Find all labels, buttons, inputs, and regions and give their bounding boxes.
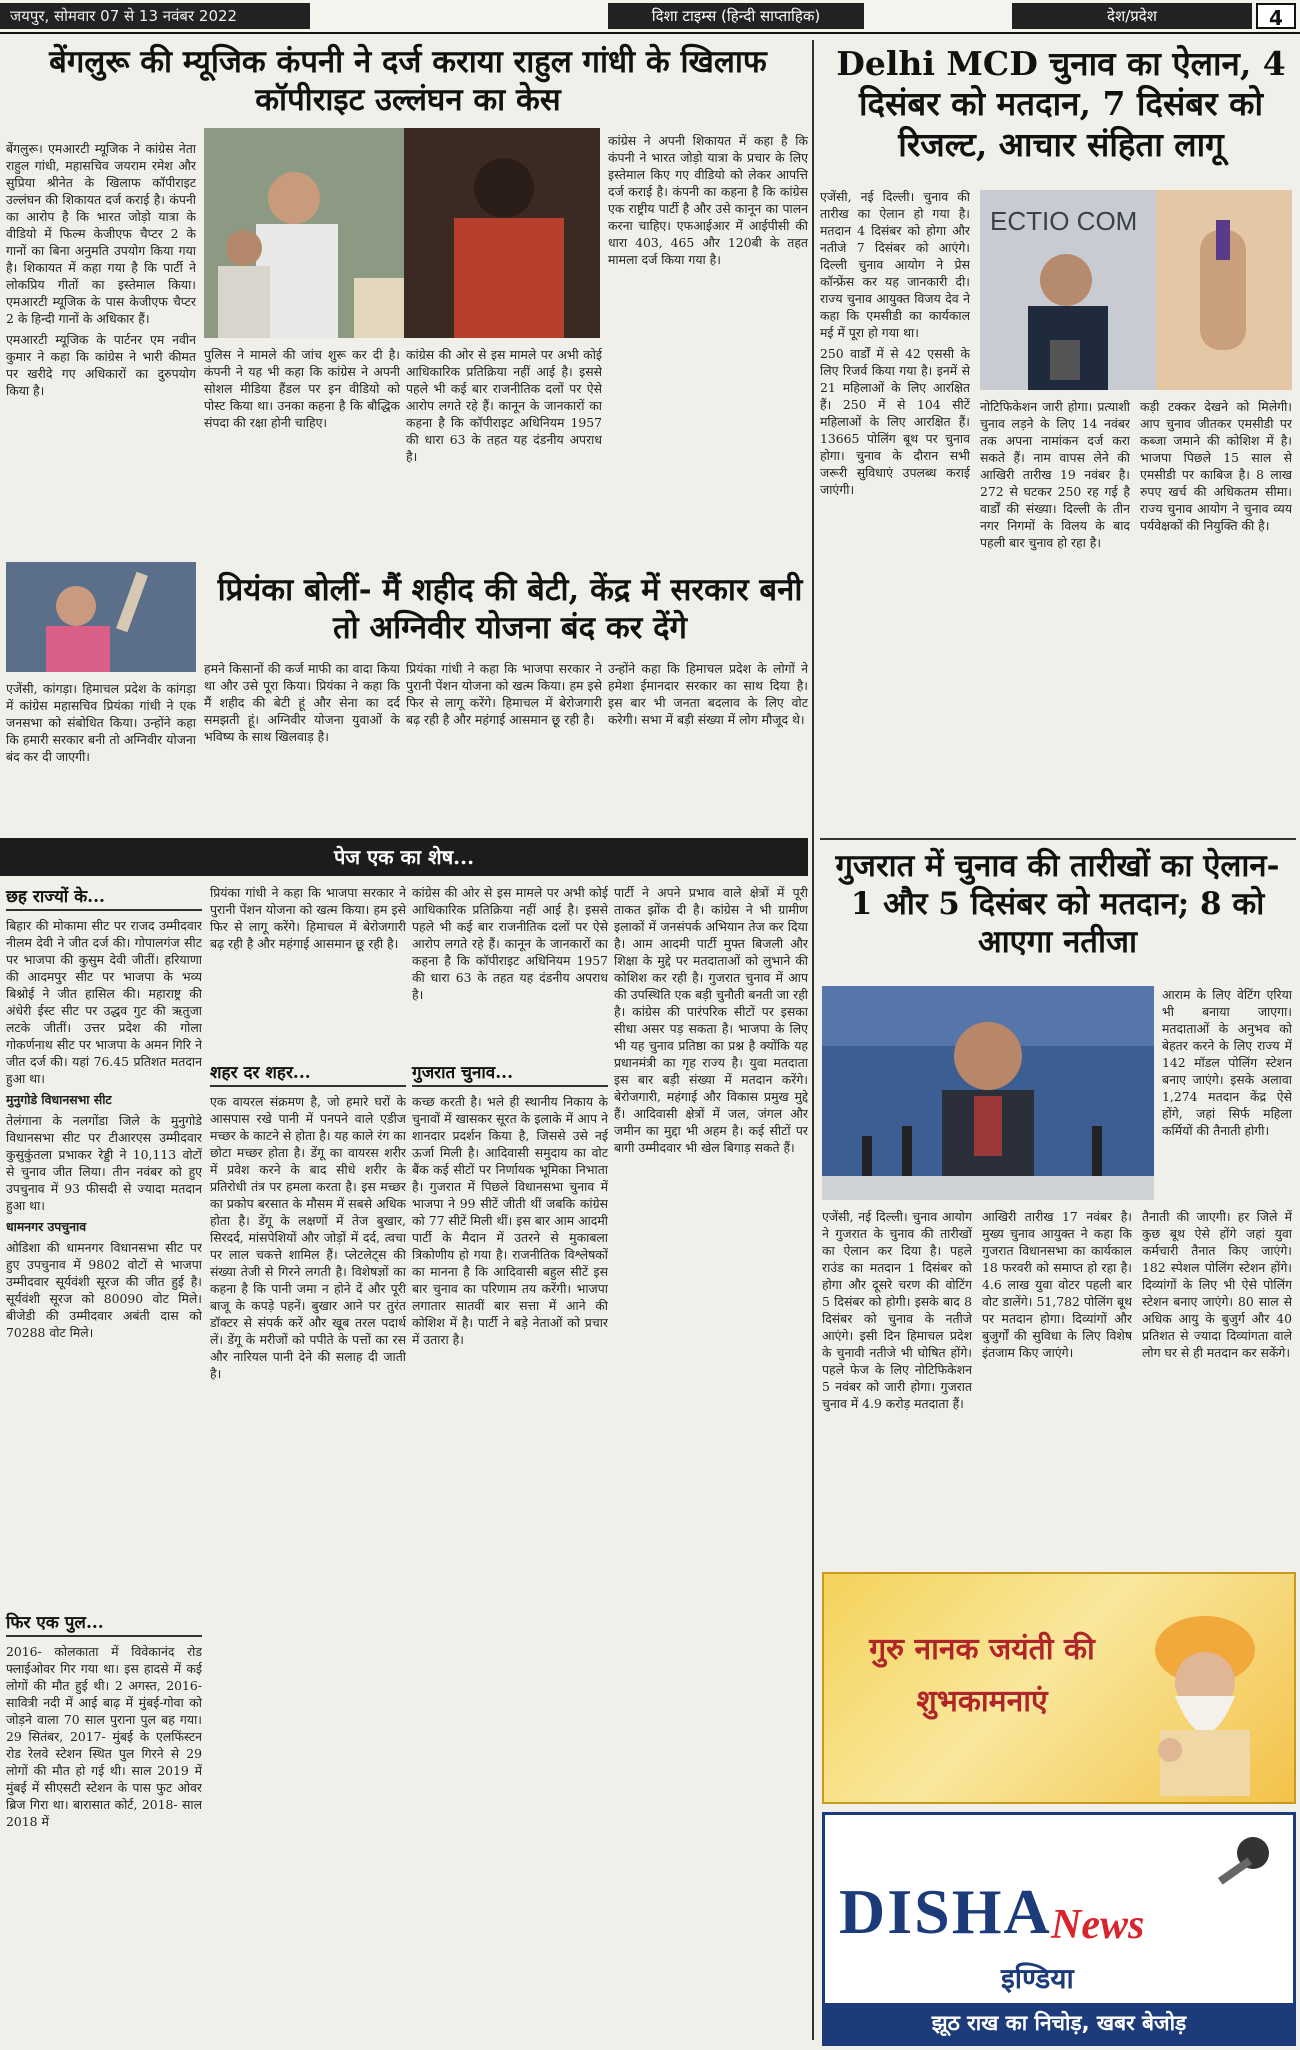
shesh-col3-top-text: कांग्रेस की ओर से इस मामले पर अभी कोई आधिकारिक प्रतिक्रिया नहीं आई है। इससे पहले भी कई बार राजनीतिक दलों पर ऐसे आरोप लगते रहे हैं। कानून के जानकारों का कहना है कि कॉपीराइट अधिनियम 1957 की धारा 63 के तहत यह दंडनीय अपराध है। — [412, 885, 608, 1002]
rally-photo-svg — [204, 128, 600, 338]
rahul-col3 — [204, 346, 400, 556]
microphone-icon — [1207, 1833, 1277, 1893]
priyanka-col3 — [406, 660, 602, 830]
rahul-col4 — [406, 346, 602, 556]
dhamnagar-text: ओडिशा की धामनगर विधानसभा सीट पर हुए उपचुनाव में 9802 वोटों से भाजपा उम्मीदवार सूर्यवंशी सूरज की जीत हुई है। सूर्यवंशी सूरज को 80090 वोट मिले। बीजेडी की उम्मीदवार अबंती दास को 70288 वोट मिले। — [6, 1240, 202, 1340]
gujarat-chunav-title: गुजरात चुनाव... — [412, 1060, 608, 1087]
rahul-col4-text: कांग्रेस की ओर से इस मामले पर अभी कोई आधिकारिक प्रतिक्रिया नहीं आई है। इससे पहले भी कई बार राजनीतिक दलों पर ऐसे आरोप लगते रहे हैं। कानून के जानकारों का कहना है कि कॉपीराइट अधिनियम 1957 की धारा 63 के तहत यह दंडनीय अपराध है। — [406, 347, 602, 464]
fir-ek-pul-text: 2016- कोलकाता में विवेकानंद रोड फ्लाईओवर गिर गया था। इस हादसे में कई लोगों की मौत हुई थी। 2 अगस्त, 2016- सावित्री नदी में आई बाढ़ में मुंबई-गोवा को जोड़ने वाला 70 साल पुराना पुल बह गया। 29 सितंबर, 2017- मुंबई के एलफिंस्टन रोड रेलवे स्टेशन स्थित पुल गिरने से 29 लोगों की मौत हो गई थी। साल 2019 में मुंबई में सीएसटी स्टेशन के पास फुट ओवर ब्रिज गिरा था। बारासात कोर्ट, 2018- साल 2018 में — [6, 1644, 202, 1829]
page-number: 4 — [1256, 3, 1296, 29]
fir-ek-pul-body — [6, 1643, 202, 2047]
rahul-col1-text: बेंगलुरू। एमआरटी म्यूजिक ने कांग्रेस नेता राहुल गांधी, महासचिव जयराम रमेश और सुप्रिया श्रीनेत के खिलाफ कॉपीराइट उल्लंघन की शिकायत दर्ज कराई है। कंपनी का आरोप है कि भारत जोड़ो यात्रा के वीडियो में फिल्म केजीएफ चैप्टर 2 के गानों का बिना अनुमति उपयोग किया गया है। शिकायत में कहा गया है कि पार्टी ने लोकप्रिय गीतों का इस्तेमाल किया। एमआरटी म्यूजिक के पास केजीएफ चैप्टर 2 के हिन्दी गानों के अधिकार हैं। — [6, 141, 196, 326]
rahul-col1b-text: एमआरटी म्यूजिक के पार्टनर एम नवीन कुमार ने कहा कि कांग्रेस ने भारी कीमत पर खरीदे गए अधिकारों का दुरुपयोग किया है। — [6, 332, 196, 398]
rahul-col2-text: कांग्रेस ने अपनी शिकायत में कहा है कि कंपनी ने भारत जोड़ो यात्रा के प्रचार के लिए इस्तेमाल किए गए वीडियो को लेकर आपत्ति दर्ज कराई है। कंपनी का कहना है कि कांग्रेस एक राष्ट्रीय पार्टी है और उसे कानून का पालन करना चाहिए। एफआईआर में आईपीसी की धारा 403, 465 और 120बी के तहत मामला दर्ज किया गया है। — [608, 133, 808, 267]
shahar-dar-shahar-body — [210, 1093, 406, 2043]
shesh-col2-top — [210, 884, 406, 1054]
munugode-title: मुनुगोडे विधानसभा सीट — [6, 1092, 112, 1107]
priyanka-col2 — [204, 660, 400, 830]
delhi-mcd-col3 — [1140, 398, 1292, 828]
priyanka-col4 — [608, 660, 808, 830]
gujarat-dates-col2 — [982, 1208, 1132, 1564]
munugode-text: तेलंगाना के नलगोंडा जिले के मुनुगोडे विधानसभा सीट पर टीआरएस उम्मीदवार कुसुकुंतला प्रभाकर रेड्डी ने 10,113 वोटों से चुनाव जीत लिया। तीन नवंबर को हुए उपचुनाव में 93 फीसदी से ज्यादा मतदान हुआ था। — [6, 1113, 202, 1213]
gujarat-dates-col3-text: तैनाती की जाएगी। हर जिले में कुछ बूथ ऐसे होंगे जहां युवा कर्मचारी तैनात किए जाएंगे। 182 स्पेशल पोलिंग स्टेशन होंगे। दिव्यांगों के लिए भी ऐसे पोलिंग स्टेशन बनाए जाएंगे। 80 साल से अधिक आयु के बुजुर्ग और 40 प्रतिशत से ज्यादा दिव्यांगता वाले लोग घर से ही मतदान कर सकेंगे। — [1142, 1209, 1292, 1360]
fir-ek-pul-block — [6, 1610, 202, 2046]
priyanka-col2-text: हमने किसानों की कर्ज माफी का वादा किया था और उसे पूरा किया। प्रियंका ने कहा कि मैं शहीद की बेटी हूं और सेना का दर्द समझती हूं। अग्निवीर योजना युवाओं के भविष्य के साथ खिलवाड़ है। — [204, 661, 400, 744]
guru-nanak-greeting: गुरु नानक जयंती की शुभकामनाएं — [869, 1632, 1095, 1719]
priyanka-col1 — [6, 680, 196, 830]
rahul-rally-photo — [204, 128, 600, 338]
delhi-mcd-photo-svg — [980, 190, 1292, 390]
column-divider — [812, 40, 814, 2040]
delhi-mcd-col1b-text: 250 वार्डों में से 42 एससी के लिए रिजर्व किया गया है। इनमें से 21 महिलाओं के लिए आरक्षित हैं। 250 में से 104 सीटें महिलाओं के लिए आरक्षित हैं। 13665 पोलिंग बूथ पर चुनाव होगा। चुनाव के दौरान सभी जरूरी सुविधाएं उपलब्ध कराई जाएंगी। — [820, 346, 970, 497]
priyanka-col3-text: प्रियंका गांधी ने कहा कि भाजपा सरकार ने पुरानी पेंशन योजना को खत्म किया। हम इसे फिर से लागू करेंगे। हिमाचल में बेरोजगारी बढ़ रही है और महंगाई आसमान छू रही है। — [406, 661, 602, 727]
chhah-rajyon-body — [6, 917, 202, 1607]
shahar-dar-shahar-block — [210, 1060, 406, 2046]
india-logo-text: इण्डिया — [1001, 1962, 1074, 1995]
disha-logo-text: DISHA — [839, 1876, 1052, 1947]
rahul-col1 — [6, 140, 196, 550]
chhah-rajyon-title: छह राज्यों के... — [6, 884, 202, 911]
priyanka-col4-text: उन्होंने कहा कि हिमाचल प्रदेश के लोगों ने हमेशा ईमानदार सरकार का साथ दिया है। इस बार भी जनता बदलाव के लिए वोट करेगी। सभा में बड़ी संख्या में लोग मौजूद थे। — [608, 661, 808, 727]
rahul-col3-text: पुलिस ने मामले की जांच शुरू कर दी है। कंपनी ने यह भी कहा कि कांग्रेस ने अपनी सोशल मीडिया हैंडल पर इन वीडियो को पोस्ट किया था। उनका कहना है कि बौद्धिक संपदा की रक्षा होनी चाहिए। — [204, 347, 400, 430]
right-divider — [820, 838, 1296, 840]
guru-nanak-portrait — [1130, 1600, 1280, 1796]
date-line: जयपुर, सोमवार 07 से 13 नवंबर 2022 — [0, 3, 310, 29]
gujarat-dates-col1 — [822, 1208, 972, 1564]
delhi-mcd-col3-text: कड़ी टक्कर देखने को मिलेगी। आप चुनाव जीतकर एमसीडी पर कब्जा जमाने की कोशिश में है। भाजपा पिछले 15 साल से एमसीडी पर काबिज है। 8 लाख रुपए खर्च की अधिकतम सीमा। राज्य चुनाव आयोग ने चुनाव व्यय पर्यवेक्षकों की नियुक्ति की है। — [1140, 399, 1292, 533]
fir-ek-pul-title: फिर एक पुल... — [6, 1610, 202, 1637]
gujarat-chunav-text: कच्छ करती है। भले ही स्थानीय निकाय के चुनावों में खासकर सूरत के इलाके में आप ने शानदार प्रदर्शन किया है, जिससे उसे नई ऊर्जा मिली है। आदिवासी समुदाय का वोट बैंक कई सीटों पर निर्णायक भूमिका निभाता है। गुजरात में पिछले विधानसभा चुनाव में भाजपा ने 99 सीटें जीती थीं जबकि कांग्रेस को 77 सीटें मिली थीं। इस बार आम आदमी पार्टी के मैदान में उतरने से मुकाबला त्रिकोणीय हो गया है। राजनीतिक विश्लेषकों का मानना है कि आदिवासी बहुल सीटें इस बार चुनाव का परिणाम तय करेंगी। भाजपा लगातार सातवीं बार सत्ता में आने की कोशिश में है। पार्टी ने बड़े नेताओं को प्रचार में उतारा है। — [412, 1094, 608, 1347]
gujarat-dates-col1-text: एजेंसी, नई दिल्ली। चुनाव आयोग ने गुजरात के चुनाव की तारीखों का ऐलान कर दिया है। पहले राउंड का मतदान 1 दिसंबर को होगा और दूसरे चरण की वोटिंग 5 दिसंबर को होगी। इसके बाद 8 दिसंबर को चुनाव के नतीजे आएंगे। इसी दिन हिमाचल प्रदेश के चुनावी नतीजे भी घोषित होंगे। पहले फेज के लिए नोटिफिकेशन 5 नवंबर को जारी होगा। गुजरात चुनाव में 4.9 करोड़ मतदाता हैं। — [822, 1209, 972, 1411]
disha-tagline: झूठ राख का निचोड़, खबर बेजोड़ — [825, 2003, 1293, 2043]
priyanka-photo-svg — [6, 562, 196, 672]
gujarat-chunav-col2-text: पार्टी ने अपने प्रभाव वाले क्षेत्रों में पूरी ताकत झोंक दी है। कांग्रेस ने भी ग्रामीण इलाकों में जनसंपर्क अभियान तेज कर दिया है। आम आदमी पार्टी मुफ्त बिजली और शिक्षा के मुद्दे पर मतदाताओं को लुभाने की कोशिश कर रही है। गुजरात चुनाव में आप की उपस्थिति एक बड़ी चुनौती बनती जा रही है। कांग्रेस की पारंपरिक सीटों पर इसका सीधा असर पड़ सकता है। भाजपा के लिए भी यह चुनाव प्रतिष्ठा का प्रश्न है क्योंकि यह प्रधानमंत्री का गृह राज्य है। युवा मतदाता इस बार बड़ी संख्या में मतदान करेंगे। बेरोजगारी, महंगाई और विकास प्रमुख मुद्दे हैं। आदिवासी क्षेत्रों में जल, जंगल और जमीन का मुद्दा भी अहम है। कई सीटों पर बागी उम्मीदवार भी खेल बिगाड़ सकते हैं। — [614, 885, 808, 1155]
shesh-col3-top — [412, 884, 608, 1054]
delhi-mcd-col2-text: नोटिफिकेशन जारी होगा। प्रत्याशी चुनाव लड़ने के लिए 14 नवंबर तक अपना नामांकन दर्ज करा सकते हैं। नाम वापस लेने की आखिरी तारीख 19 नवंबर है। 272 से घटकर 250 रह गई है वार्डों की संख्या। दिल्ली के तीन नगर निगमों के विलय के बाद पहली बार चुनाव हो रहा है। — [980, 399, 1130, 550]
paper-name: दिशा टाइम्स (हिन्दी साप्ताहिक) — [608, 3, 864, 29]
gujarat-chunav-col2 — [614, 884, 808, 2046]
svg-text:ECTIO COM: ECTIO COM — [990, 206, 1138, 236]
delhi-mcd-photo — [980, 190, 1292, 390]
news-logo-text: News — [1051, 1902, 1145, 1948]
shahar-dar-shahar-title: शहर दर शहर... — [210, 1060, 406, 1087]
gujarat-dates-col2-text: आखिरी तारीख 17 नवंबर है। मुख्य चुनाव आयुक्त ने कहा कि गुजरात विधानसभा का कार्यकाल 18 फरवरी को समाप्त हो रहा है। 4.6 लाख युवा वोटर पहली बार वोट डालेंगे। 51,782 पोलिंग बूथ पर मतदान होगा। दिव्यांगों और बुजुर्गों की सुविधा के लिए विशेष इंतजाम किए जाएंगे। — [982, 1209, 1132, 1360]
priyanka-photo — [6, 562, 196, 672]
shesh-banner: पेज एक का शेष... — [0, 838, 808, 876]
rahul-headline: बेंगलुरू की म्यूजिक कंपनी ने दर्ज कराया राहुल गांधी के खिलाफ कॉपीराइट उल्लंघन का केस — [49, 44, 767, 118]
priyanka-headline: प्रियंका बोलीं- मैं शहीद की बेटी, केंद्र में सरकार बनी तो अग्निवीर योजना बंद कर देंगे — [217, 572, 803, 646]
chhah-rajyon-text: बिहार की मोकामा सीट पर राजद उम्मीदवार नीलम देवी ने जीत दर्ज की। गोपालगंज सीट पर भाजपा की कुसुम देवी जीतीं। हरियाणा की आदमपुर सीट पर भाजपा के भव्य बिश्नोई ने जीत हासिल की। महाराष्ट्र की अंधेरी ईस्ट सीट पर उद्धव गुट की ऋतुजा लटके जीतीं। उत्तर प्रदेश की गोला गोकर्णनाथ सीट पर भाजपा के अमन गिरि ने जीत दर्ज की। यहां 76.45 प्रतिशत मतदान हुआ था। — [6, 918, 202, 1086]
delhi-mcd-col1-text: एजेंसी, नई दिल्ली। चुनाव की तारीख का ऐलान हो गया है। मतदान 4 दिसंबर को होगा और नतीजे 7 दिसंबर को आएंगे। दिल्ली चुनाव आयोग ने प्रेस कॉन्फ्रेंस कर यह जानकारी दी। राज्य चुनाव आयुक्त विजय देव ने कहा कि एमसीडी का कार्यकाल मई में पूरा हो गया था। — [820, 189, 970, 340]
masthead — [0, 0, 1300, 34]
guru-nanak-ad — [822, 1572, 1296, 1804]
gujarat-cec-photo — [822, 986, 1154, 1200]
gujarat-dates-col3 — [1142, 1208, 1292, 1564]
gujarat-dates-side-text: आराम के लिए वेटिंग एरिया भी बनाया जाएगा। मतदाताओं के अनुभव को बेहतर करने के लिए राज्य में 142 मॉडल पोलिंग स्टेशन बनाए जाएंगे। इसके अलावा 1,274 मतदान केंद्र ऐसे होंगे, जहां सिर्फ महिला कर्मियों की तैनाती होगी। — [1162, 987, 1292, 1138]
priyanka-col1-text: एजेंसी, कांगड़ा। हिमाचल प्रदेश के कांगड़ा में कांग्रेस महासचिव प्रियंका गांधी ने एक जनसभा को संबोधित किया। उन्होंने कहा कि हमारी सरकार बनी तो अग्निवीर योजना बंद कर दी जाएगी। — [6, 681, 196, 764]
dhamnagar-title: धामनगर उपचुनाव — [6, 1219, 87, 1234]
gujarat-dates-side — [1162, 986, 1292, 1200]
shesh-col2-top-text: प्रियंका गांधी ने कहा कि भाजपा सरकार ने पुरानी पेंशन योजना को खत्म किया। हम इसे फिर से लागू करेंगे। हिमाचल में बेरोजगारी बढ़ रही है और महंगाई आसमान छू रही है। — [210, 885, 406, 951]
gujarat-chunav-block — [412, 1060, 608, 2046]
gujarat-cec-photo-svg — [822, 986, 1154, 1200]
gujarat-dates-headline: गुजरात में चुनाव की तारीखों का ऐलान- 1 और 5 दिसंबर को मतदान; 8 को आएगा नतीजा — [835, 848, 1280, 960]
chhah-rajyon-block — [6, 884, 202, 1600]
delhi-mcd-col1 — [820, 188, 970, 828]
delhi-mcd-col2 — [980, 398, 1130, 828]
rahul-col2 — [608, 132, 808, 562]
gujarat-chunav-body — [412, 1093, 608, 2043]
shahar-dar-shahar-text: एक वायरल संक्रमण है, जो हमारे घरों के आसपास रखे पानी में पनपने वाले एडीज मच्छर के काटने से होता है। यह काले रंग का छोटा मच्छर होता है। डेंगू का वायरस शरीर में प्रवेश करने के बाद सीधे शरीर के प्रतिरोधी तंत्र पर हमला करता है। इस मच्छर का प्रकोप बरसात के मौसम में सबसे अधिक होता है। डेंगू के लक्षणों में तेज बुखार, सिरदर्द, मांसपेशियों और जोड़ों में दर्द, त्वचा पर लाल चकत्ते शामिल हैं। प्लेटलेट्स की संख्या तेजी से गिरने लगती है। विशेषज्ञों का कहना है कि पानी जमा न होने दें और पूरी बाजू के कपड़े पहनें। बुखार आने पर तुरंत डॉक्टर से संपर्क करें और खूब तरल पदार्थ लें। डेंगू के मरीजों को पपीते के पत्तों का रस और नारियल पानी देने की सलाह दी जाती है। — [210, 1094, 406, 1381]
section-label: देश/प्रदेश — [1012, 3, 1252, 29]
disha-news-ad — [822, 1812, 1296, 2046]
delhi-mcd-headline: Delhi MCD चुनाव का ऐलान, 4 दिसंबर को मतदान, 7 दिसंबर को रिजल्ट, आचार संहिता लागू — [836, 44, 1286, 164]
